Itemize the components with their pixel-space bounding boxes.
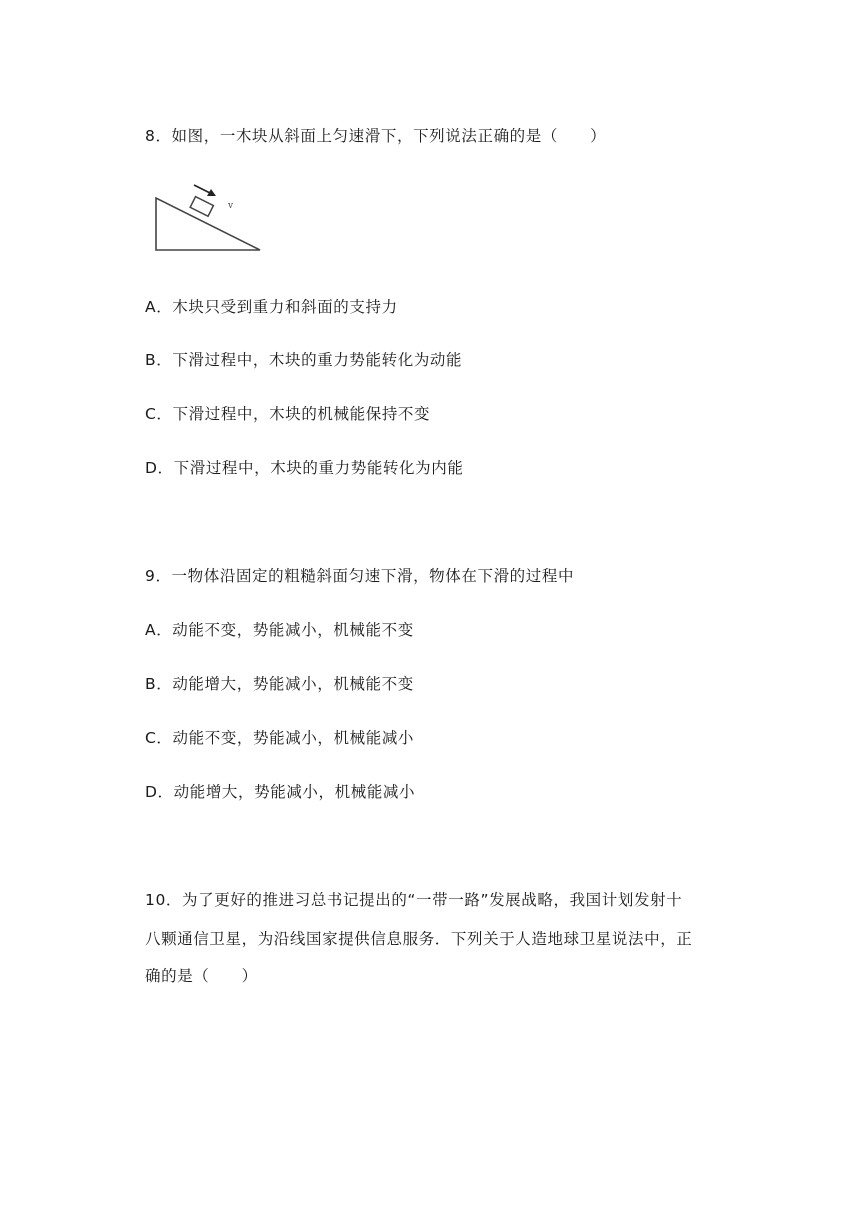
question-8-stem: 8．如图，一木块从斜面上匀速滑下，下列说法正确的是（ ） [145,127,607,145]
q8-option-d: D．下滑过程中，木块的重力势能转化为内能 [145,459,464,477]
q9-option-a: A．动能不变，势能减小，机械能不变 [145,621,414,639]
q9-option-d: D．动能增大，势能减小，机械能减小 [145,783,416,801]
incline-figure [150,180,268,254]
question-9-stem: 9．一物体沿固定的粗糙斜面匀速下滑，物体在下滑的过程中 [145,567,575,585]
velocity-label: v [228,201,234,211]
q8-option-c: C．下滑过程中，木块的机械能保持不变 [145,405,431,423]
wooden-block [190,197,213,217]
q8-option-a: A．木块只受到重力和斜面的支持力 [145,298,398,316]
question-10-stem-line-3: 确的是（ ） [145,967,258,985]
question-10-stem-line-2: 八颗通信卫星，为沿线国家提供信息服务．下列关于人造地球卫星说法中，正 [145,930,693,948]
q9-option-c: C．动能不变，势能减小，机械能减小 [145,729,415,747]
q9-option-b: B．动能增大，势能减小，机械能不变 [145,675,414,693]
q8-option-b: B．下滑过程中，木块的重力势能转化为动能 [145,351,463,369]
question-10-stem-line-1: 10．为了更好的推进习总书记提出的“一带一路”发展战略，我国计划发射十 [145,891,683,909]
